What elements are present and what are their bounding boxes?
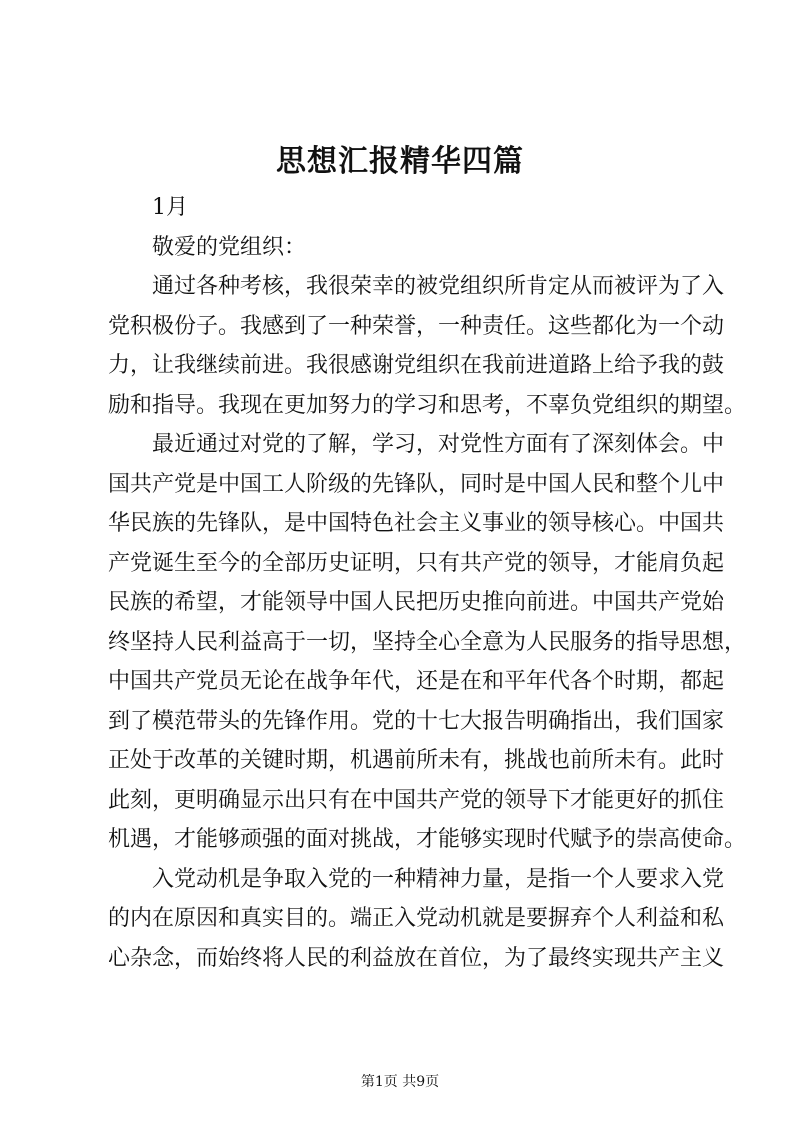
- paragraph-1-line-2: 党积极份子。我感到了一种荣誉，一种责任。这些都化为一个动: [108, 313, 725, 339]
- date-line: 1月: [152, 195, 188, 220]
- paragraph-3-line-1: 入党动机是争取入党的一种精神力量，是指一个人要求入党: [152, 866, 725, 892]
- page-footer: 第1页 共9页: [360, 1074, 440, 1090]
- paragraph-3-line-2: 的内在原因和真实目的。端正入党动机就是要摒弃个人利益和私: [108, 906, 725, 931]
- paragraph-2-line-10: 此刻，更明确显示出只有在中国共产党的领导下才能更好的抓住: [108, 787, 725, 813]
- document-body: [108, 188, 747, 978]
- paragraph-2-line-5: 民族的希望，才能领导中国人民把历史推向前进。中国共产党始: [108, 590, 725, 615]
- paragraph-2-line-4: 产党诞生至今的全部历史证明，只有共产党的领导，才能肩负起: [108, 550, 725, 576]
- paragraph-1-line-1: 通过各种考核，我很荣幸的被党组织所肯定从而被评为了入: [152, 274, 725, 299]
- paragraph-2-line-6: 终坚持人民利益高于一切，坚持全心全意为人民服务的指导思想，: [108, 629, 747, 655]
- paragraph-2-line-11: 机遇，才能够顽强的面对挑战，才能够实现时代赋予的崇高使命。: [108, 827, 747, 852]
- paragraph-2-line-1: 最近通过对党的了解，学习，对党性方面有了深刻体会。中: [152, 432, 725, 457]
- paragraph-1-line-4: 励和指导。我现在更加努力的学习和思考，不辜负党组织的期望。: [108, 392, 747, 418]
- document-title: 思想汇报精华四篇: [276, 144, 524, 179]
- paragraph-2-line-2: 国共产党是中国工人阶级的先锋队，同时是中国人民和整个儿中: [108, 471, 725, 497]
- paragraph-2-line-7: 中国共产党员无论在战争年代，还是在和平年代各个时期，都起: [108, 669, 725, 694]
- paragraph-3-line-3: 心杂念，而始终将人民的利益放在首位，为了最终实现共产主义: [108, 945, 725, 971]
- paragraph-1-line-3: 力，让我继续前进。我很感谢党组织在我前进道路上给予我的鼓: [108, 353, 725, 378]
- salutation: 敬爱的党组织：: [152, 234, 307, 260]
- paragraph-2-line-9: 正处于改革的关键时期，机遇前所未有，挑战也前所未有。此时: [108, 748, 725, 773]
- paragraph-2-line-3: 华民族的先锋队，是中国特色社会主义事业的领导核心。中国共: [108, 511, 725, 536]
- paragraph-2-line-8: 到了模范带头的先锋作用。党的十七大报告明确指出，我们国家: [108, 708, 725, 734]
